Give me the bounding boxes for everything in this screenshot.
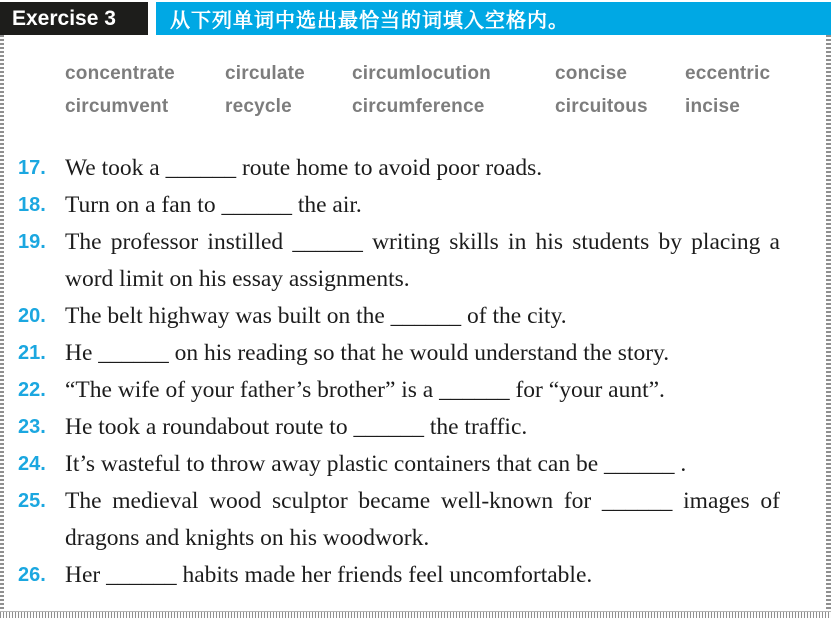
word-bank-word: circuitous bbox=[555, 96, 648, 117]
question-number: 24. bbox=[18, 453, 46, 475]
header-gap bbox=[148, 2, 156, 35]
question-item bbox=[18, 483, 780, 557]
question-number: 21. bbox=[18, 342, 46, 364]
question-item bbox=[18, 335, 780, 372]
word-bank-word: concise bbox=[555, 63, 628, 84]
word-bank-word: circumlocution bbox=[352, 63, 491, 84]
word-bank-word: incise bbox=[685, 96, 741, 117]
exercise-badge: Exercise 3 bbox=[0, 2, 148, 35]
word-bank-row bbox=[0, 90, 820, 123]
question-text: Her ______ habits made her friends feel uncomfortable. bbox=[65, 562, 593, 588]
word-bank-word: circumvent bbox=[65, 96, 169, 117]
question-text: Turn on a fan to ______ the air. bbox=[65, 192, 362, 218]
question-number: 20. bbox=[18, 305, 46, 327]
question-number: 23. bbox=[18, 416, 46, 438]
question-item bbox=[18, 372, 780, 409]
question-text: The medieval wood sculptor became well-known for ______ images of dragons and knights on his woodwork. bbox=[65, 488, 780, 551]
question-text: He ______ on his reading so that he would understand the story. bbox=[65, 340, 670, 366]
word-bank bbox=[0, 57, 820, 123]
question-item bbox=[18, 224, 780, 298]
page-edge-left-texture bbox=[0, 35, 4, 618]
question-text: The belt highway was built on the ______ of the city. bbox=[65, 303, 567, 329]
word-bank-word: circumference bbox=[352, 96, 485, 117]
question-number: 17. bbox=[18, 157, 46, 179]
question-number: 22. bbox=[18, 379, 46, 401]
exercise-header bbox=[0, 2, 831, 35]
question-text: The professor instilled ______ writing skills in his students by placing a word limit on his essay assignments. bbox=[65, 229, 780, 292]
word-bank-word: concentrate bbox=[65, 63, 175, 84]
question-item bbox=[18, 298, 780, 335]
word-bank-word: circulate bbox=[225, 63, 305, 84]
question-text: He took a roundabout route to ______ the traffic. bbox=[65, 414, 528, 440]
question-text: “The wife of your father’s brother” is a ______ for “your aunt”. bbox=[65, 377, 665, 403]
instruction-bar: 从下列单词中选出最恰当的词填入空格内。 bbox=[156, 2, 831, 35]
page-edge-bottom-texture bbox=[0, 611, 831, 618]
question-item bbox=[18, 187, 780, 224]
question-number: 26. bbox=[18, 564, 46, 586]
question-item bbox=[18, 446, 780, 483]
question-number: 19. bbox=[18, 231, 46, 253]
word-bank-word: recycle bbox=[225, 96, 292, 117]
question-number: 18. bbox=[18, 194, 46, 216]
question-item bbox=[18, 557, 780, 594]
word-bank-row bbox=[0, 57, 820, 90]
question-item bbox=[18, 409, 780, 446]
question-item bbox=[18, 150, 780, 187]
question-text: We took a ______ route home to avoid poor roads. bbox=[65, 155, 543, 181]
word-bank-word: eccentric bbox=[685, 63, 771, 84]
question-text: It’s wasteful to throw away plastic containers that can be ______ . bbox=[65, 451, 687, 477]
question-number: 25. bbox=[18, 490, 46, 512]
page-edge-right-texture bbox=[826, 35, 831, 618]
question-list bbox=[18, 150, 780, 594]
